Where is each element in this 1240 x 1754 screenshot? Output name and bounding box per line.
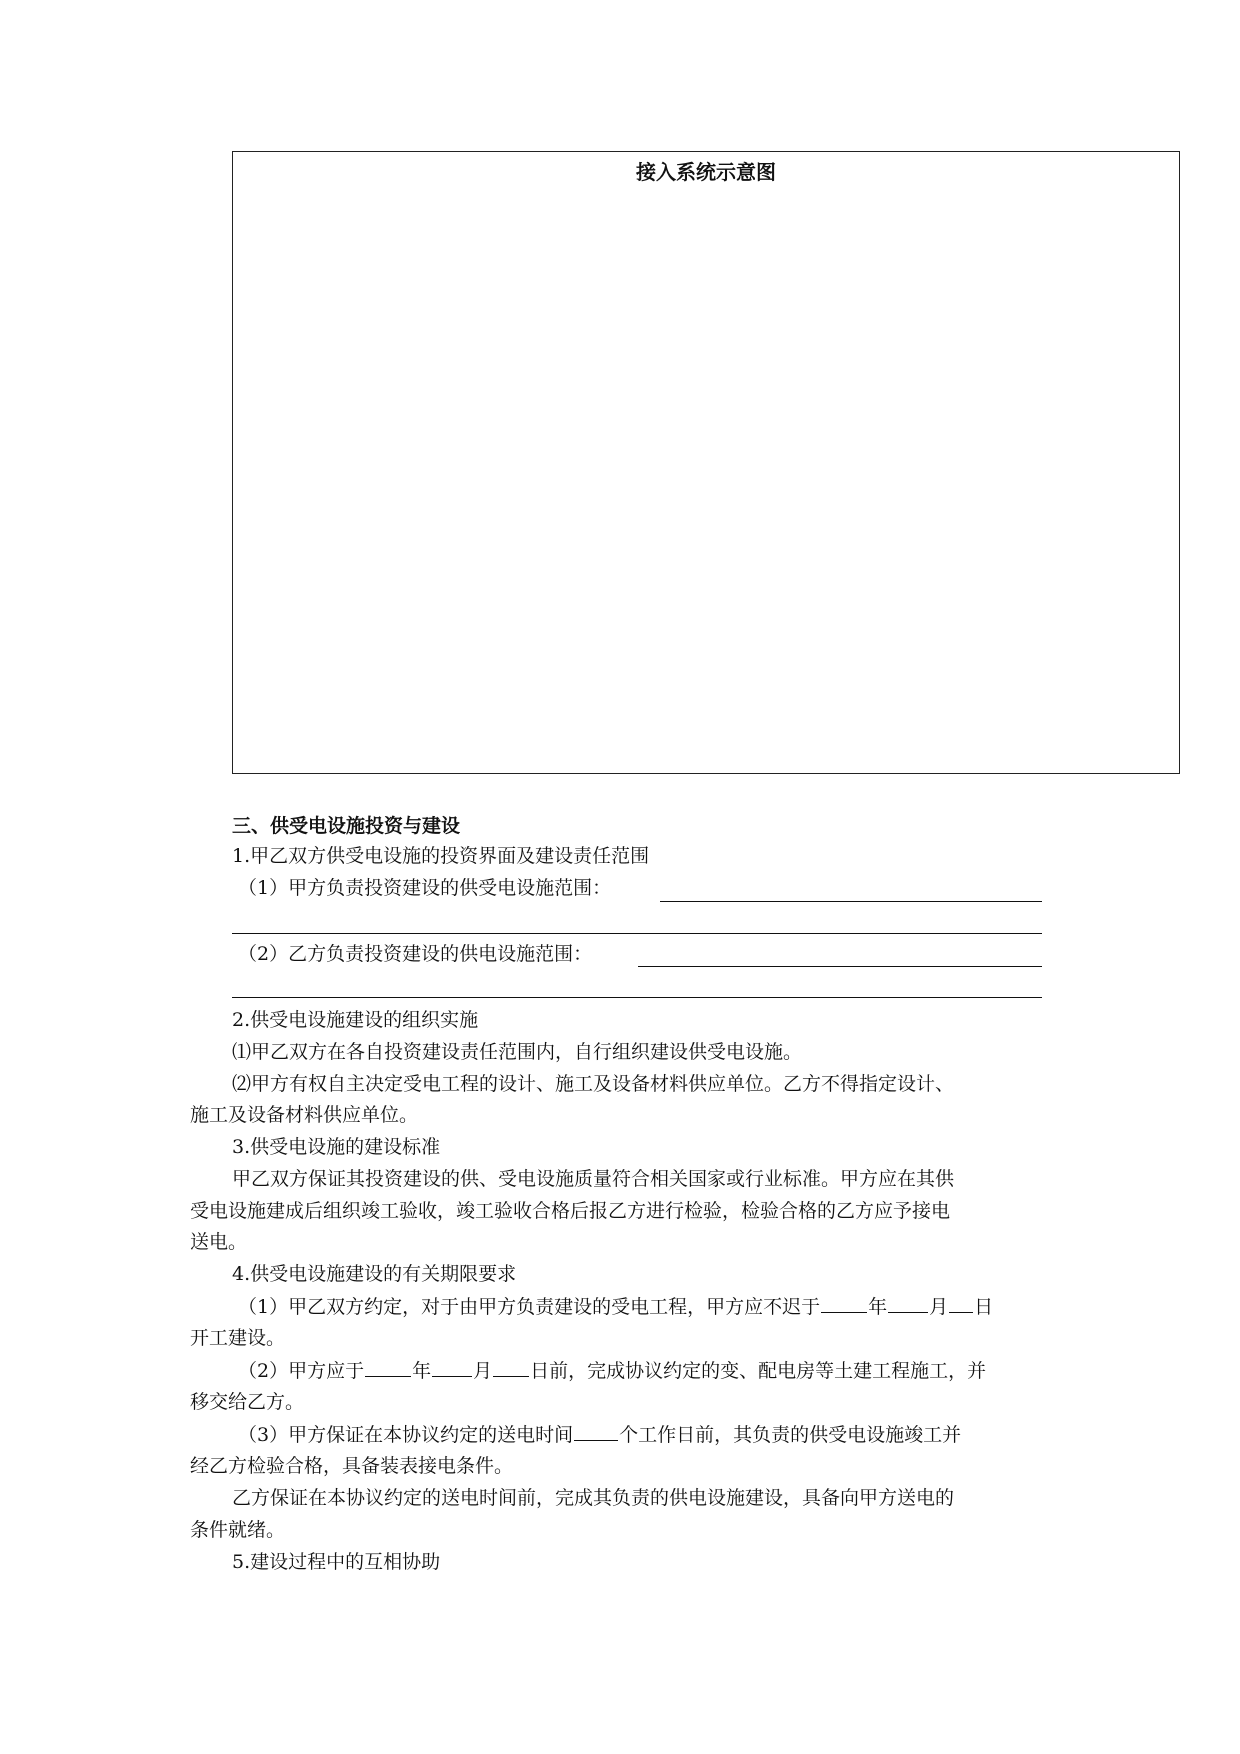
item1-sub2-fill-line[interactable] <box>638 966 1042 967</box>
month-blank[interactable] <box>888 1292 928 1313</box>
item3-p-line3: 送电。 <box>190 1231 248 1253</box>
item2-title: 2.供受电设施建设的组织实施 <box>232 1009 479 1031</box>
item4-s3-line2: 经乙方检验合格，具备装表接电条件。 <box>190 1455 514 1477</box>
item4-title: 4.供受电设施建设的有关期限要求 <box>232 1263 517 1285</box>
item1-sub1-fill-line-2[interactable] <box>232 933 1042 934</box>
access-system-diagram-box <box>232 151 1180 774</box>
item3-title: 3.供受电设施的建设标准 <box>232 1136 441 1158</box>
item3-p-line1: 甲乙双方保证其投资建设的供、受电设施质量符合相关国家或行业标准。甲方应在其供 <box>232 1168 955 1190</box>
day-blank[interactable] <box>493 1356 529 1377</box>
item3-p-line2: 受电设施建成后组织竣工验收，竣工验收合格后报乙方进行检验，检验合格的乙方应予接电 <box>190 1200 951 1222</box>
item4-s2-text: （2）甲方应于 <box>238 1360 365 1382</box>
item4-s2-text-2: 日前，完成协议约定的变、配电房等土建工程施工，并 <box>530 1360 987 1382</box>
item1-sub2-fill-line-2[interactable] <box>232 997 1042 998</box>
item4-s2-line2: 移交给乙方。 <box>190 1391 305 1413</box>
year-label: 年 <box>412 1360 432 1382</box>
workday-count-blank[interactable] <box>574 1420 618 1441</box>
month-blank[interactable] <box>432 1356 472 1377</box>
day-blank[interactable] <box>949 1292 973 1313</box>
item4-p-line2: 条件就绪。 <box>190 1519 286 1541</box>
item4-s1 <box>238 1292 993 1321</box>
item1-sub1: （1）甲方负责投资建设的供受电设施范围： <box>238 877 612 899</box>
item4-s2 <box>238 1356 986 1385</box>
month-label: 月 <box>473 1360 493 1382</box>
item2-p1: ⑴甲乙双方在各自投资建设责任范围内，自行组织建设供受电设施。 <box>232 1041 803 1063</box>
item1-title: 1.甲乙双方供受电设施的投资界面及建设责任范围 <box>232 845 650 867</box>
item4-s3-text: （3）甲方保证在本协议约定的送电时间 <box>238 1424 574 1446</box>
item1-sub1-fill-line[interactable] <box>660 901 1042 902</box>
item4-s1-line2: 开工建设。 <box>190 1327 286 1349</box>
year-label: 年 <box>868 1296 888 1318</box>
item4-p-line1: 乙方保证在本协议约定的送电时间前，完成其负责的供电设施建设，具备向甲方送电的 <box>232 1487 955 1509</box>
year-blank[interactable] <box>821 1292 867 1313</box>
section-heading: 三、供受电设施投资与建设 <box>232 815 461 837</box>
item5-title: 5.建设过程中的互相协助 <box>232 1551 441 1573</box>
year-blank[interactable] <box>365 1356 411 1377</box>
item4-s1-text: （1）甲乙双方约定，对于由甲方负责建设的受电工程，甲方应不迟于 <box>238 1296 821 1318</box>
item1-sub2: （2）乙方负责投资建设的供电设施范围： <box>238 943 593 965</box>
diagram-title: 接入系统示意图 <box>636 160 776 184</box>
item4-s3-text-2: 个工作日前，其负责的供受电设施竣工并 <box>619 1424 962 1446</box>
month-label: 月 <box>929 1296 949 1318</box>
item4-s3 <box>238 1420 961 1449</box>
item2-p2-line1: ⑵甲方有权自主决定受电工程的设计、施工及设备材料供应单位。乙方不得指定设计、 <box>232 1073 955 1095</box>
item2-p2-line2: 施工及设备材料供应单位。 <box>190 1104 419 1126</box>
day-label: 日 <box>974 1296 994 1318</box>
